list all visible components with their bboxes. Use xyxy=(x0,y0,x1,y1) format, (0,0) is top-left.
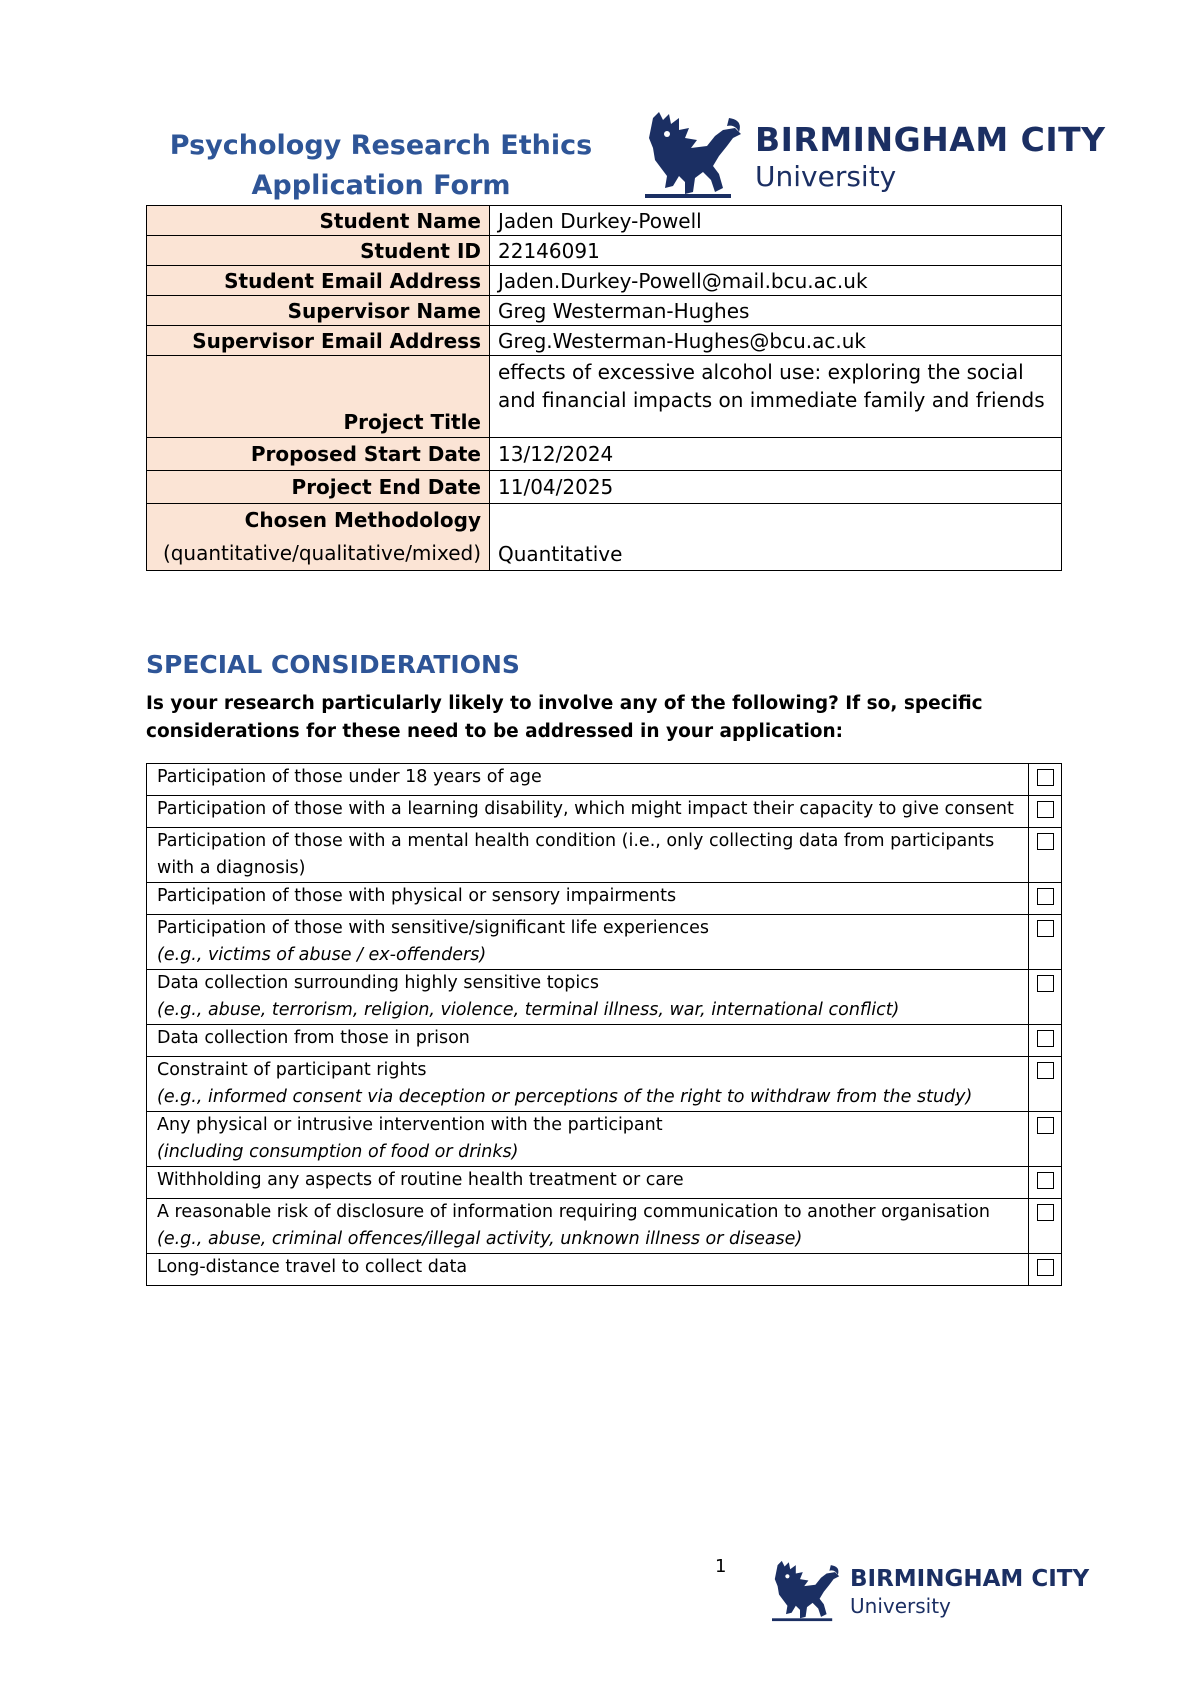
supervisor-name-row xyxy=(147,296,1062,326)
consideration-checkbox[interactable] xyxy=(1037,1259,1054,1276)
consideration-text: Any physical or intrusive intervention with the participant xyxy=(157,1115,663,1135)
consideration-row xyxy=(147,796,1062,828)
student-email-label: Student Email Address xyxy=(147,266,490,296)
footer-logo-text-secondary: University xyxy=(850,1594,951,1618)
special-considerations-question: Is your research particularly likely to involve any of the following? If so, specific considerations for these need to be addressed in your application: xyxy=(146,693,983,742)
consideration-row xyxy=(147,1199,1062,1254)
form-title xyxy=(146,126,616,206)
supervisor-email-value[interactable]: Greg.Westerman-Hughes@bcu.ac.uk xyxy=(490,326,1062,356)
methodology-value[interactable]: Quantitative xyxy=(490,504,1062,571)
special-considerations-heading: SPECIAL CONSIDERATIONS xyxy=(146,650,520,679)
consideration-text: Constraint of participant rights xyxy=(157,1060,427,1080)
student-email-value[interactable]: Jaden.Durkey-Powell@mail.bcu.ac.uk xyxy=(490,266,1062,296)
consideration-text-cell xyxy=(147,883,1029,915)
methodology-label-cell xyxy=(147,504,490,571)
consideration-text-cell xyxy=(147,970,1029,1025)
consideration-text-cell xyxy=(147,1057,1029,1112)
checkbox-cell xyxy=(1029,1025,1062,1057)
checkbox-cell xyxy=(1029,1167,1062,1199)
student-id-label: Student ID xyxy=(147,236,490,266)
consideration-checkbox[interactable] xyxy=(1037,975,1054,992)
consideration-checkbox[interactable] xyxy=(1037,1172,1054,1189)
logo-text-secondary: University xyxy=(755,160,897,193)
consideration-row xyxy=(147,1254,1062,1286)
consideration-row xyxy=(147,970,1062,1025)
consideration-row xyxy=(147,1025,1062,1057)
end-date-value[interactable]: 11/04/2025 xyxy=(490,471,1062,504)
consideration-text: Withholding any aspects of routine health treatment or care xyxy=(157,1170,684,1190)
start-date-label: Proposed Start Date xyxy=(147,438,490,471)
consideration-text-cell xyxy=(147,1167,1029,1199)
consideration-checkbox[interactable] xyxy=(1037,1062,1054,1079)
student-info-table xyxy=(146,205,1062,571)
supervisor-email-label: Supervisor Email Address xyxy=(147,326,490,356)
consideration-row xyxy=(147,883,1062,915)
checkbox-cell xyxy=(1029,970,1062,1025)
checkbox-cell xyxy=(1029,1254,1062,1286)
logo-text-primary: BIRMINGHAM CITY xyxy=(755,120,1106,159)
methodology-row xyxy=(147,504,1062,571)
consideration-text-cell xyxy=(147,1025,1029,1057)
consideration-row xyxy=(147,1167,1062,1199)
consideration-text: Participation of those under 18 years of age xyxy=(157,767,542,787)
consideration-text: Participation of those with sensitive/significant life experiences xyxy=(157,918,709,938)
consideration-text: Participation of those with a mental health condition (i.e., only collecting data from participants with a diagnosis) xyxy=(157,831,995,878)
end-date-row xyxy=(147,471,1062,504)
consideration-example: (e.g., informed consent via deception or perceptions of the right to withdraw from the study) xyxy=(157,1087,973,1107)
supervisor-name-value[interactable]: Greg Westerman-Hughes xyxy=(490,296,1062,326)
consideration-text: A reasonable risk of disclosure of information requiring communication to another organisation xyxy=(157,1202,990,1222)
consideration-text: Data collection surrounding highly sensitive topics xyxy=(157,973,599,993)
consideration-checkbox[interactable] xyxy=(1037,1030,1054,1047)
student-name-value[interactable]: Jaden Durkey-Powell xyxy=(490,206,1062,236)
consideration-row xyxy=(147,764,1062,796)
consideration-checkbox[interactable] xyxy=(1037,801,1054,818)
consideration-text-cell xyxy=(147,764,1029,796)
university-logo xyxy=(645,112,1106,200)
consideration-text-cell xyxy=(147,1254,1029,1286)
consideration-row xyxy=(147,915,1062,970)
consideration-row xyxy=(147,828,1062,883)
page-number: 1 xyxy=(715,1556,727,1577)
consideration-text-cell xyxy=(147,915,1029,970)
footer-logo-text-primary: BIRMINGHAM CITY xyxy=(850,1566,1090,1592)
consideration-text-cell xyxy=(147,796,1029,828)
consideration-text: Participation of those with a learning disability, which might impact their capacity to give consent xyxy=(157,799,1014,819)
project-title-value[interactable]: effects of excessive alcohol use: exploring the social and financial impacts on immediate family and friends xyxy=(490,356,1062,438)
checkbox-cell xyxy=(1029,915,1062,970)
supervisor-email-row xyxy=(147,326,1062,356)
consideration-example: (including consumption of food or drinks) xyxy=(157,1142,519,1162)
checkbox-cell xyxy=(1029,1112,1062,1167)
consideration-text-cell xyxy=(147,1112,1029,1167)
consideration-checkbox[interactable] xyxy=(1037,1117,1054,1134)
consideration-row xyxy=(147,1112,1062,1167)
start-date-value[interactable]: 13/12/2024 xyxy=(490,438,1062,471)
consideration-checkbox[interactable] xyxy=(1037,769,1054,786)
student-id-value[interactable]: 22146091 xyxy=(490,236,1062,266)
consideration-checkbox[interactable] xyxy=(1037,1204,1054,1221)
special-considerations-table xyxy=(146,763,1062,1286)
consideration-row xyxy=(147,1057,1062,1112)
checkbox-cell xyxy=(1029,828,1062,883)
methodology-label: Chosen Methodology xyxy=(244,508,481,532)
project-title-label: Project Title xyxy=(147,356,490,438)
methodology-sublabel: (quantitative/qualitative/mixed) xyxy=(162,541,481,565)
consideration-text-cell xyxy=(147,828,1029,883)
form-title-line1: Psychology Research Ethics xyxy=(169,130,593,161)
checkbox-cell xyxy=(1029,1057,1062,1112)
consideration-checkbox[interactable] xyxy=(1037,833,1054,850)
student-email-row xyxy=(147,266,1062,296)
supervisor-name-label: Supervisor Name xyxy=(147,296,490,326)
checkbox-cell xyxy=(1029,883,1062,915)
footer-university-logo xyxy=(772,1560,1090,1628)
consideration-text-cell xyxy=(147,1199,1029,1254)
student-name-label: Student Name xyxy=(147,206,490,236)
form-title-line2: Application Form xyxy=(251,170,511,201)
end-date-label: Project End Date xyxy=(147,471,490,504)
start-date-row xyxy=(147,438,1062,471)
consideration-example: (e.g., abuse, terrorism, religion, violence, terminal illness, war, international conflict) xyxy=(157,1000,900,1020)
checkbox-cell xyxy=(1029,764,1062,796)
consideration-checkbox[interactable] xyxy=(1037,920,1054,937)
checkbox-cell xyxy=(1029,796,1062,828)
lion-crest-icon xyxy=(645,112,745,198)
consideration-text: Data collection from those in prison xyxy=(157,1028,470,1048)
consideration-text: Participation of those with physical or sensory impairments xyxy=(157,886,677,906)
project-title-row xyxy=(147,356,1062,438)
student-id-row xyxy=(147,236,1062,266)
consideration-text: Long-distance travel to collect data xyxy=(157,1257,468,1277)
student-name-row xyxy=(147,206,1062,236)
consideration-example: (e.g., victims of abuse / ex-offenders) xyxy=(157,945,487,965)
consideration-example: (e.g., abuse, criminal offences/illegal activity, unknown illness or disease) xyxy=(157,1229,803,1249)
consideration-checkbox[interactable] xyxy=(1037,888,1054,905)
checkbox-cell xyxy=(1029,1199,1062,1254)
lion-crest-icon xyxy=(772,1560,842,1622)
